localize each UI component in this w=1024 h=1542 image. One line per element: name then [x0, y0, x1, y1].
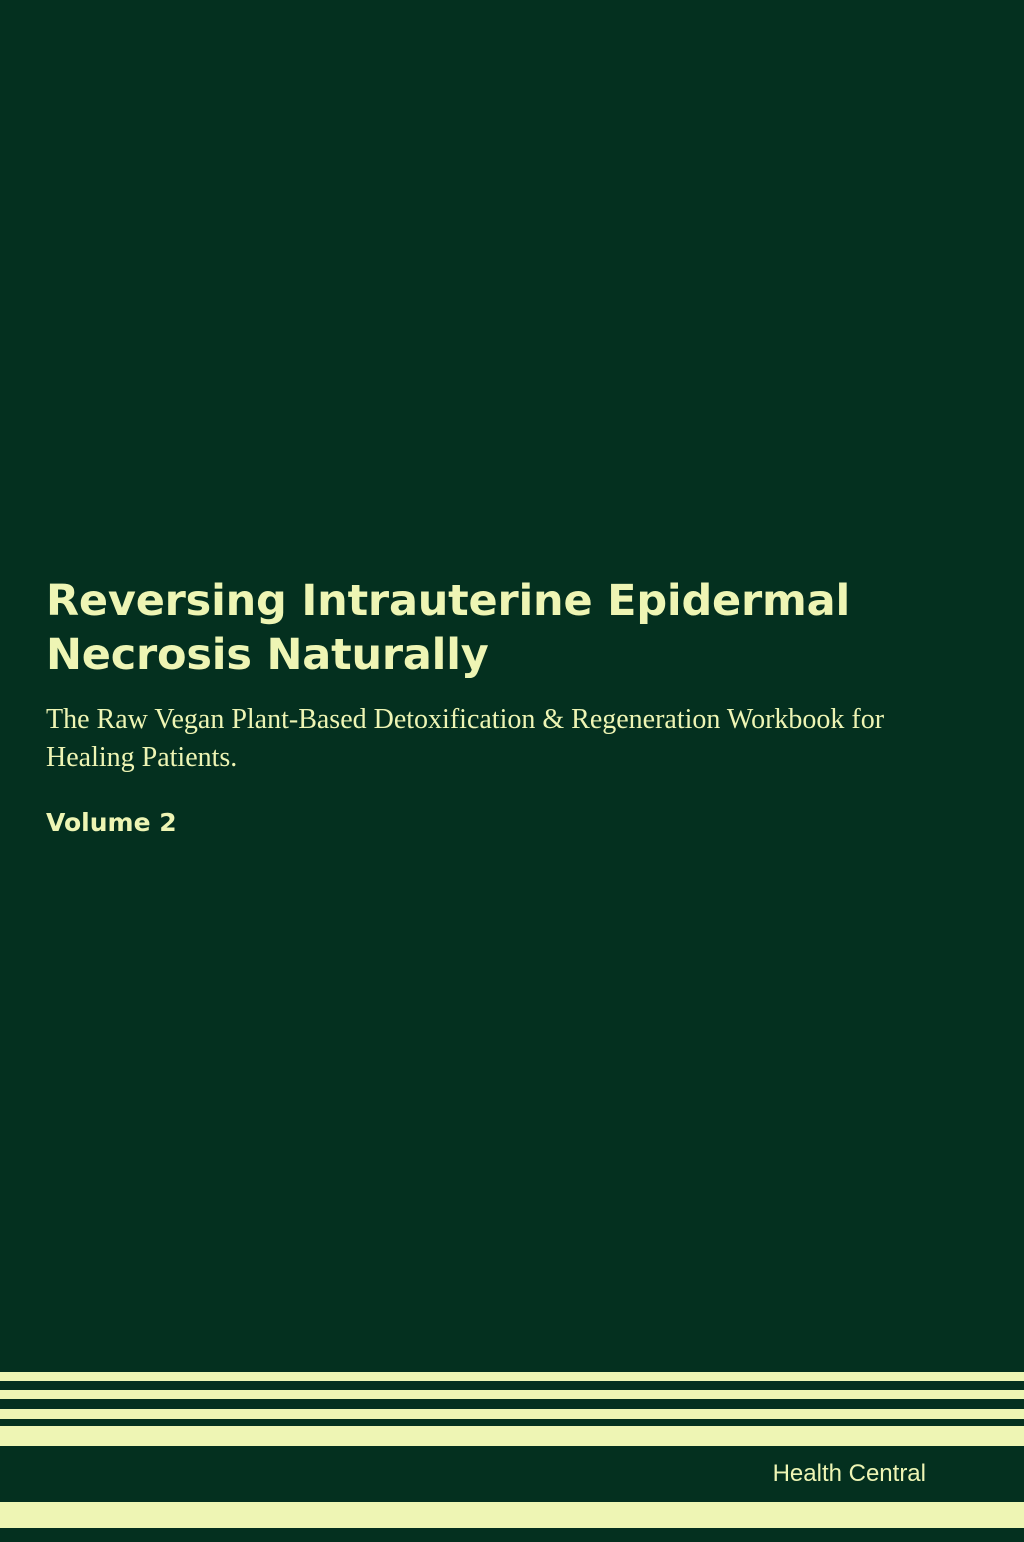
stripe-dark-1 — [0, 1381, 1024, 1390]
decorative-stripes — [0, 1372, 1024, 1542]
stripe-light-2 — [0, 1390, 1024, 1399]
publisher-name: Health Central — [772, 1460, 926, 1487]
title-block — [46, 575, 946, 837]
page-title: Reversing Intrauterine Epidermal Necrosis Naturally — [46, 576, 850, 680]
stripe-dark-3 — [0, 1419, 1024, 1426]
stripe-light-4 — [0, 1426, 1024, 1446]
book-subtitle: The Raw Vegan Plant-Based Detoxification & Regeneration Workbook for Healing Patients. — [46, 703, 885, 774]
stripe-light-5 — [0, 1502, 1024, 1528]
stripe-dark-2 — [0, 1399, 1024, 1409]
stripe-light-3 — [0, 1409, 1024, 1419]
stripe-light-1 — [0, 1372, 1024, 1381]
stripe-dark-4 — [0, 1528, 1024, 1542]
publisher-band — [0, 1446, 1024, 1502]
volume-label: Volume 2 — [46, 807, 177, 837]
